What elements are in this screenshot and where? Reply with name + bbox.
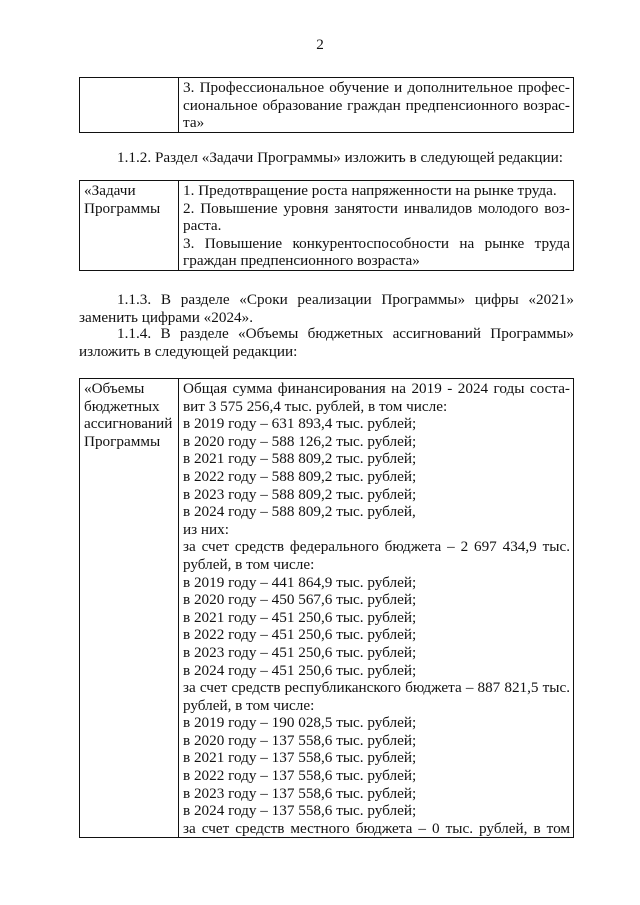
table1-line: та»: [183, 114, 205, 132]
table1-line: 3. Профессиональное обучение и дополнительное профес-: [183, 79, 570, 96]
table-program-tasks: [79, 180, 574, 271]
paragraph-1-1-4: 1.1.4. В разделе «Объемы бюджетных ассигнований Программы» изложить в следующей редакции:: [79, 325, 574, 360]
table3-label-line: бюджетных: [84, 397, 160, 415]
table3-line: в 2022 году – 137 558,6 тыс. рублей;: [183, 767, 417, 785]
table3-line: рублей, в том числе:: [183, 696, 315, 714]
table3-line: в 2022 году – 588 809,2 тыс. рублей;: [183, 467, 417, 485]
table3-line: из них:: [183, 520, 229, 538]
table2-line: 1. Предотвращение роста напряженности на рынке труда.: [183, 182, 557, 199]
table-budget-allocations: [79, 378, 574, 838]
table-retraining-goal: [79, 77, 574, 133]
table3-line: в 2019 году – 631 893,4 тыс. рублей;: [183, 415, 417, 433]
table3-line: в 2023 году – 451 250,6 тыс. рублей;: [183, 643, 417, 661]
table3-line: в 2019 году – 441 864,9 тыс. рублей;: [183, 573, 417, 591]
table2-line: 2. Повышение уровня занятости инвалидов молодого воз-: [183, 199, 570, 217]
table3-line: в 2020 году – 137 558,6 тыс. рублей;: [183, 731, 417, 749]
page-number: 2: [316, 36, 324, 53]
table1-label-cell: [80, 78, 179, 133]
table3-line: за счет средств республиканского бюджета – 887 821,5 тыс.: [183, 679, 570, 697]
table3-label-cell: [80, 379, 179, 838]
table2-line: раста.: [183, 217, 222, 235]
table3-line: в 2024 году – 588 809,2 тыс. рублей,: [183, 503, 416, 521]
table3-line: в 2021 году – 137 558,6 тыс. рублей;: [183, 749, 417, 767]
table3-label-line: ассигнований: [84, 415, 173, 433]
table2-label-line: «Задачи: [84, 182, 136, 199]
table3-line: вит 3 575 256,4 тыс. рублей, в том числе:: [183, 397, 448, 415]
table3-content-cell: [179, 379, 574, 838]
table2-content-cell: [179, 181, 574, 271]
table3-line: за счет средств федерального бюджета – 2 697 434,9 тыс.: [183, 538, 570, 556]
table3-line: в 2021 году – 451 250,6 тыс. рублей;: [183, 608, 417, 626]
table2-line: 3. Повышение конкурентоспособности на рынке труда: [183, 234, 570, 252]
paragraph-1-1-2: 1.1.2. Раздел «Задачи Программы» изложить в следующей редакции:: [117, 149, 563, 166]
table3-line: за счет средств местного бюджета – 0 тыс. рублей, в том: [183, 819, 570, 837]
table3-label-line: Программы: [84, 432, 161, 450]
table3-line: Общая сумма финансирования на 2019 - 2024 годы соста-: [183, 380, 570, 397]
table2-line: граждан предпенсионного возраста»: [183, 252, 420, 270]
table2-label-line: Программы: [84, 199, 161, 217]
table1-line: сиональное образование граждан предпенсионного возрас-: [183, 96, 570, 114]
table3-line: в 2021 году – 588 809,2 тыс. рублей;: [183, 450, 417, 468]
paragraph-1-1-3: 1.1.3. В разделе «Сроки реализации Программы» цифры «2021» заменить цифрами «2024».: [79, 291, 574, 326]
table2-label-cell: [80, 181, 179, 271]
table3-line: рублей, в том числе:: [183, 555, 315, 573]
table3-line: в 2024 году – 451 250,6 тыс. рублей;: [183, 661, 417, 679]
table3-line: в 2019 году – 190 028,5 тыс. рублей;: [183, 714, 417, 732]
table1-content-cell: [179, 78, 574, 133]
table3-line: в 2024 году – 137 558,6 тыс. рублей;: [183, 802, 417, 820]
table3-line: в 2022 году – 451 250,6 тыс. рублей;: [183, 626, 417, 644]
table3-line: в 2020 году – 588 126,2 тыс. рублей;: [183, 432, 417, 450]
table3-line: в 2020 году – 450 567,6 тыс. рублей;: [183, 591, 417, 609]
table3-line: в 2023 году – 137 558,6 тыс. рублей;: [183, 784, 417, 802]
table3-line: в 2023 году – 588 809,2 тыс. рублей;: [183, 485, 417, 503]
table3-label-line: «Объемы: [84, 380, 145, 397]
